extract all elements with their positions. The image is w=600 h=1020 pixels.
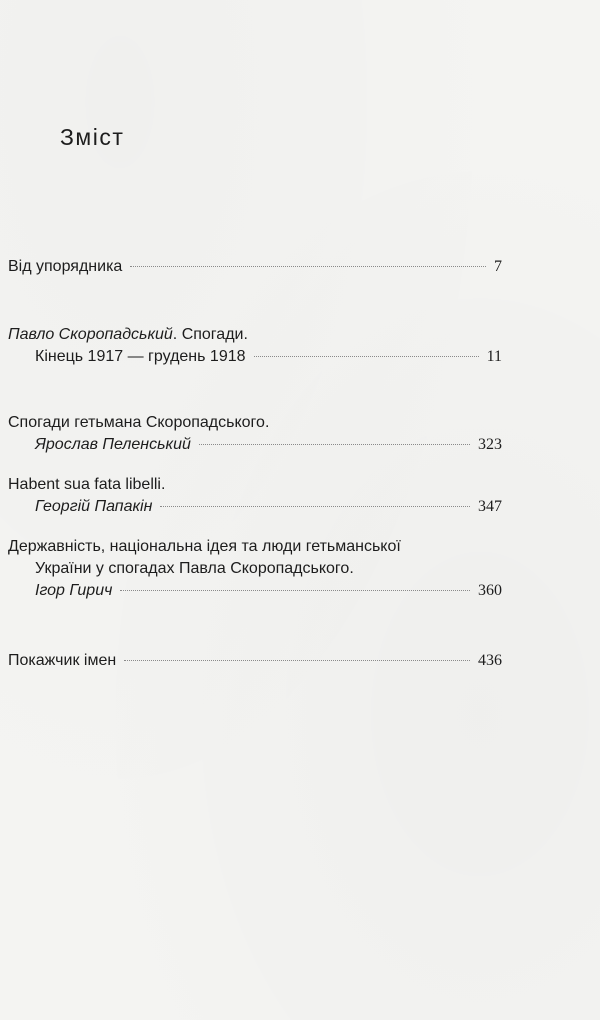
toc-entry-title: Державність, національна ідея та люди гетьманської — [8, 538, 401, 555]
dot-leader — [130, 266, 486, 267]
toc-entry-papakin-line2[interactable] — [35, 496, 502, 518]
toc-entry-title: . Спогади. — [172, 326, 248, 343]
toc-entry-author: Павло Скоропадський — [8, 326, 173, 343]
toc-entry-page: 7 — [494, 258, 502, 275]
dot-leader — [160, 506, 470, 507]
toc-entry-papakin-line1[interactable] — [8, 474, 502, 496]
toc-entry-page: 347 — [478, 498, 502, 515]
toc-entry-author: Ігор Гирич — [35, 582, 113, 599]
toc-entry-title: Спогади гетьмана Скоропадського. — [8, 414, 270, 431]
toc-entry-pelensky-line2[interactable] — [35, 434, 502, 456]
toc-entry-page: 436 — [478, 652, 502, 669]
dot-leader — [124, 660, 470, 661]
toc-entry-title-cont: України у спогадах Павла Скоропадського. — [35, 560, 354, 577]
toc-entry-title: Покажчик імен — [8, 652, 117, 669]
toc-entry-pelensky-line1[interactable] — [8, 412, 502, 434]
toc-entry-author: Георгій Папакін — [35, 498, 153, 515]
toc-entry-page: 323 — [478, 436, 502, 453]
toc-entry-author: Ярослав Пеленський — [35, 436, 191, 453]
toc-entry-page: 360 — [478, 582, 502, 599]
toc-entry-hyrych-line3[interactable] — [35, 580, 502, 602]
toc-entry-memoirs-line2[interactable] — [35, 346, 502, 368]
toc-entry-memoirs-line1[interactable] — [8, 324, 502, 346]
page-title: Зміст — [60, 124, 125, 150]
toc-entry-hyrych-line1[interactable] — [8, 536, 502, 558]
toc-entry-title: Habent sua fata libelli. — [8, 476, 166, 493]
toc-entry-title: Від упорядника — [8, 258, 123, 275]
dot-leader — [199, 444, 470, 445]
toc-entry-hyrych-line2[interactable] — [35, 558, 502, 580]
dot-leader — [254, 356, 479, 357]
toc-entry-foreword[interactable] — [8, 256, 502, 278]
toc-entry-index[interactable] — [8, 650, 502, 672]
toc-entry-subtitle: Кінець 1917 — грудень 1918 — [35, 348, 246, 365]
toc-entry-page: 11 — [486, 348, 502, 365]
dot-leader — [120, 590, 470, 591]
